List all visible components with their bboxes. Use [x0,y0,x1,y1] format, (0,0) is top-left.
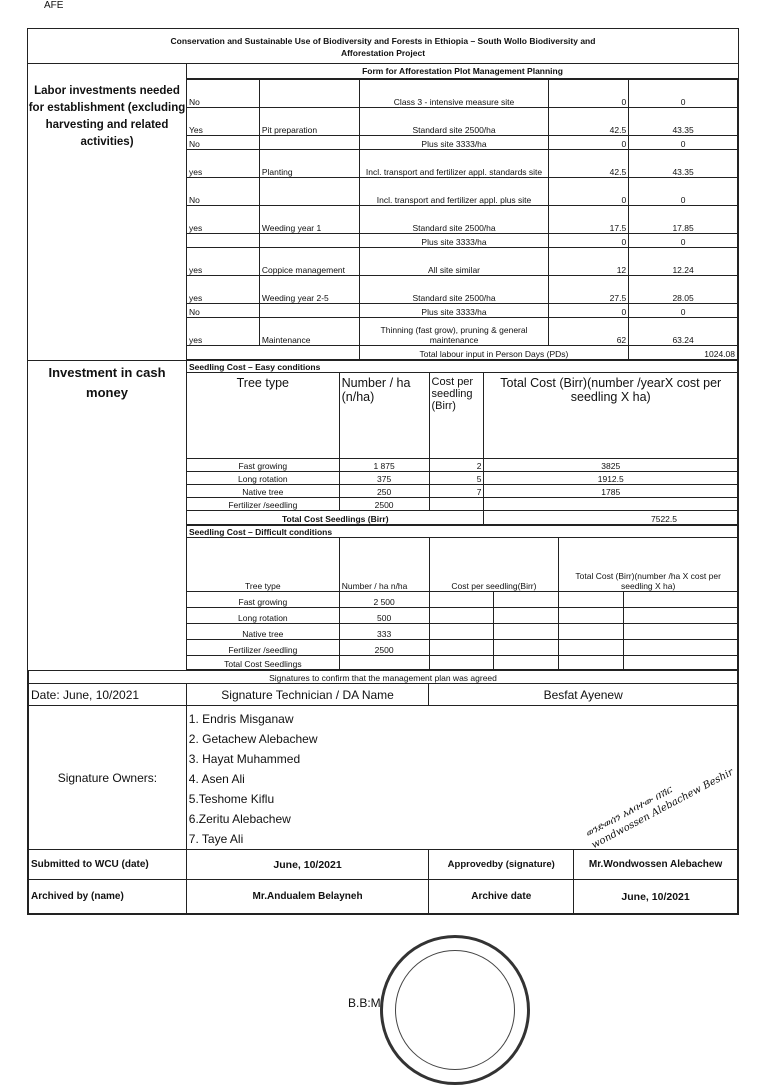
easy-header-type: Tree type [187,373,340,459]
easy-total-value: 7522.5 [484,511,738,525]
labor-v2: 43.35 [629,108,738,136]
labor-activity: Coppice management [259,248,359,276]
easy-total: 3825 [484,459,738,472]
labor-activity [259,80,359,108]
submitted-label: Submitted to WCU (date) [29,850,187,880]
labor-v2: 0 [629,178,738,206]
header-line2: Afforestation Project [340,48,426,58]
labor-flag: No [187,304,260,318]
labor-v2: 28.05 [629,276,738,304]
owner-item: 7. Taye Ali [188,832,244,846]
difficult-header-type: Tree type [187,538,340,592]
cash-section [28,360,738,670]
difficult-type: Fertilizer /seedling [187,640,340,656]
labor-activity: Planting [259,150,359,178]
document-header [28,29,738,64]
easy-table [186,360,738,525]
easy-total: 1912.5 [484,472,738,485]
difficult-table [186,525,738,670]
labor-desc: Standard site 2500/ha [359,108,549,136]
labor-section-label: Labor investments needed for establishment (excluding harvesting and related activities) [28,85,186,148]
labor-row [187,178,738,206]
labor-v2: 0 [629,304,738,318]
easy-total: 1785 [484,485,738,498]
easy-number: 375 [339,472,429,485]
labor-row [187,150,738,178]
labor-flag: No [187,136,260,150]
labor-table [186,79,738,360]
easy-header-cost: Cost per seedling (Birr) [429,373,484,459]
difficult-number: 2 500 [339,592,429,608]
archive-date: June, 10/2021 [574,880,738,914]
form-page [27,28,739,915]
stamp-footer-text: B.B:M [348,996,381,1010]
labor-desc: Thinning (fast grow), pruning & general maintenance [359,318,549,346]
difficult-number: 500 [339,608,429,624]
labor-activity: Pit preparation [259,108,359,136]
difficult-title: Seedling Cost – Difficult conditions [187,526,738,538]
owners-label: Signature Owners: [29,706,187,850]
handwritten-signature: ወንድወሰን አለባተው በሽር wondwossen Alebachew Beshir [583,766,736,852]
labor-v2: 0 [629,234,738,248]
labor-row [187,248,738,276]
labor-desc: All site similar [359,248,549,276]
easy-title: Seedling Cost – Easy conditions [187,361,738,373]
labor-v2: 0 [629,80,738,108]
labor-desc: Incl. transport and fertilizer appl. plus site [359,178,549,206]
labor-row [187,80,738,108]
labor-desc: Plus site 3333/ha [359,234,549,248]
technician-name: Besfat Ayenew [429,684,738,706]
owner-item: 5.Teshome Kiflu [188,792,275,806]
labor-v1: 27.5 [549,276,629,304]
labor-v1: 0 [549,80,629,108]
labor-total-value: 1024.08 [629,346,738,360]
technician-label: Signature Technician / DA Name [186,684,429,706]
easy-cost: 7 [429,485,484,498]
easy-cost: 2 [429,459,484,472]
date-field: Date: June, 10/2021 [29,684,187,706]
easy-header-total: Total Cost (Birr)(number /yearX cost per seedling X ha) [484,373,738,459]
difficult-row [187,608,738,624]
easy-type: Fast growing [187,459,340,472]
labor-v1: 42.5 [549,108,629,136]
labor-flag [187,234,260,248]
labor-flag: No [187,178,260,206]
difficult-header-cost: Cost per seedling(Birr) [429,538,559,592]
labor-flag: yes [187,318,260,346]
labor-activity: Weeding year 1 [259,206,359,234]
labor-total-label: Total labour input in Person Days (PDs) [359,346,628,360]
owner-item: 1. Endris Misganaw [188,712,294,726]
owner-item: 6.Zeritu Alebachew [188,812,291,826]
labor-v1: 62 [549,318,629,346]
labor-v1: 17.5 [549,206,629,234]
easy-row [187,498,738,511]
cash-tables [186,360,738,670]
labor-flag: yes [187,276,260,304]
labor-section [28,79,738,360]
easy-header-number: Number / ha (n/ha) [339,373,429,459]
signatures-table [28,670,738,914]
labor-v2: 17.85 [629,206,738,234]
labor-flag: yes [187,150,260,178]
labor-activity [259,136,359,150]
labor-v2: 43.35 [629,150,738,178]
easy-cost: 5 [429,472,484,485]
labor-row [187,234,738,248]
owner-item: 4. Asen Ali [188,772,245,786]
labor-flag: yes [187,248,260,276]
approver-name: Mr.Wondwossen Alebachew [574,850,738,880]
easy-row [187,459,738,472]
labor-activity: Weeding year 2-5 [259,276,359,304]
easy-type: Native tree [187,485,340,498]
labor-flag: No [187,80,260,108]
easy-total-label: Total Cost Seedlings (Birr) [187,511,484,525]
labor-row [187,136,738,150]
difficult-type: Fast growing [187,592,340,608]
labor-row [187,304,738,318]
corner-label: AFE [44,0,64,11]
labor-v2: 63.24 [629,318,738,346]
difficult-header-total: Total Cost (Birr)(number /ha X cost per seedling X ha) [559,538,738,592]
labor-activity [259,304,359,318]
difficult-row [187,592,738,608]
labor-activity: Maintenance [259,318,359,346]
labor-flag: Yes [187,108,260,136]
labor-v1: 12 [549,248,629,276]
easy-type: Fertilizer /seedling [187,498,340,511]
easy-row [187,472,738,485]
labor-flag: yes [187,206,260,234]
header-line1: Conservation and Sustainable Use of Biodiversity and Forests in Ethiopia – South Wollo Biodiversity and [170,36,596,46]
archived-label: Archived by (name) [29,880,187,914]
submitted-date: June, 10/2021 [186,850,429,880]
labor-desc: Standard site 2500/ha [359,206,549,234]
labor-v2: 12.24 [629,248,738,276]
labor-activity [259,234,359,248]
difficult-header-number: Number / ha n/ha [339,538,429,592]
labor-v1: 0 [549,304,629,318]
approved-label: Approvedby (signature) [429,850,574,880]
labor-desc: Incl. transport and fertilizer appl. standards site [359,150,549,178]
easy-type: Long rotation [187,472,340,485]
form-title: Form for Afforestation Plot Management Planning [186,64,738,79]
labor-v2: 0 [629,136,738,150]
labor-v1: 0 [549,136,629,150]
labor-desc: Plus site 3333/ha [359,136,549,150]
difficult-type: Native tree [187,624,340,640]
labor-v1: 0 [549,234,629,248]
easy-number: 2500 [339,498,429,511]
labor-desc: Standard site 2500/ha [359,276,549,304]
easy-total [484,498,738,511]
labor-desc: Plus site 3333/ha [359,304,549,318]
difficult-number: 2500 [339,640,429,656]
cash-section-label: Investment in cash money [28,360,186,670]
labor-row [187,108,738,136]
owner-item: 2. Getachew Alebachew [188,732,318,746]
easy-number: 1 875 [339,459,429,472]
labor-row [187,206,738,234]
labor-row [187,276,738,304]
stamp-inner-ring-icon [395,950,515,1070]
owner-item: 3. Hayat Muhammed [188,752,301,766]
labor-desc: Class 3 - intensive measure site [359,80,549,108]
difficult-type: Long rotation [187,608,340,624]
labor-activity [259,178,359,206]
difficult-number: 333 [339,624,429,640]
labor-v1: 42.5 [549,150,629,178]
confirm-text: Signatures to confirm that the management plan was agreed [29,671,738,684]
owners-list [186,706,737,850]
archiver-name: Mr.Andualem Belayneh [186,880,429,914]
easy-number: 250 [339,485,429,498]
difficult-total-label: Total Cost Seedlings [187,656,340,670]
labor-v1: 0 [549,178,629,206]
labor-row [187,318,738,346]
easy-row [187,485,738,498]
easy-cost [429,498,484,511]
difficult-row [187,640,738,656]
difficult-row [187,624,738,640]
archive-date-label: Archive date [429,880,574,914]
